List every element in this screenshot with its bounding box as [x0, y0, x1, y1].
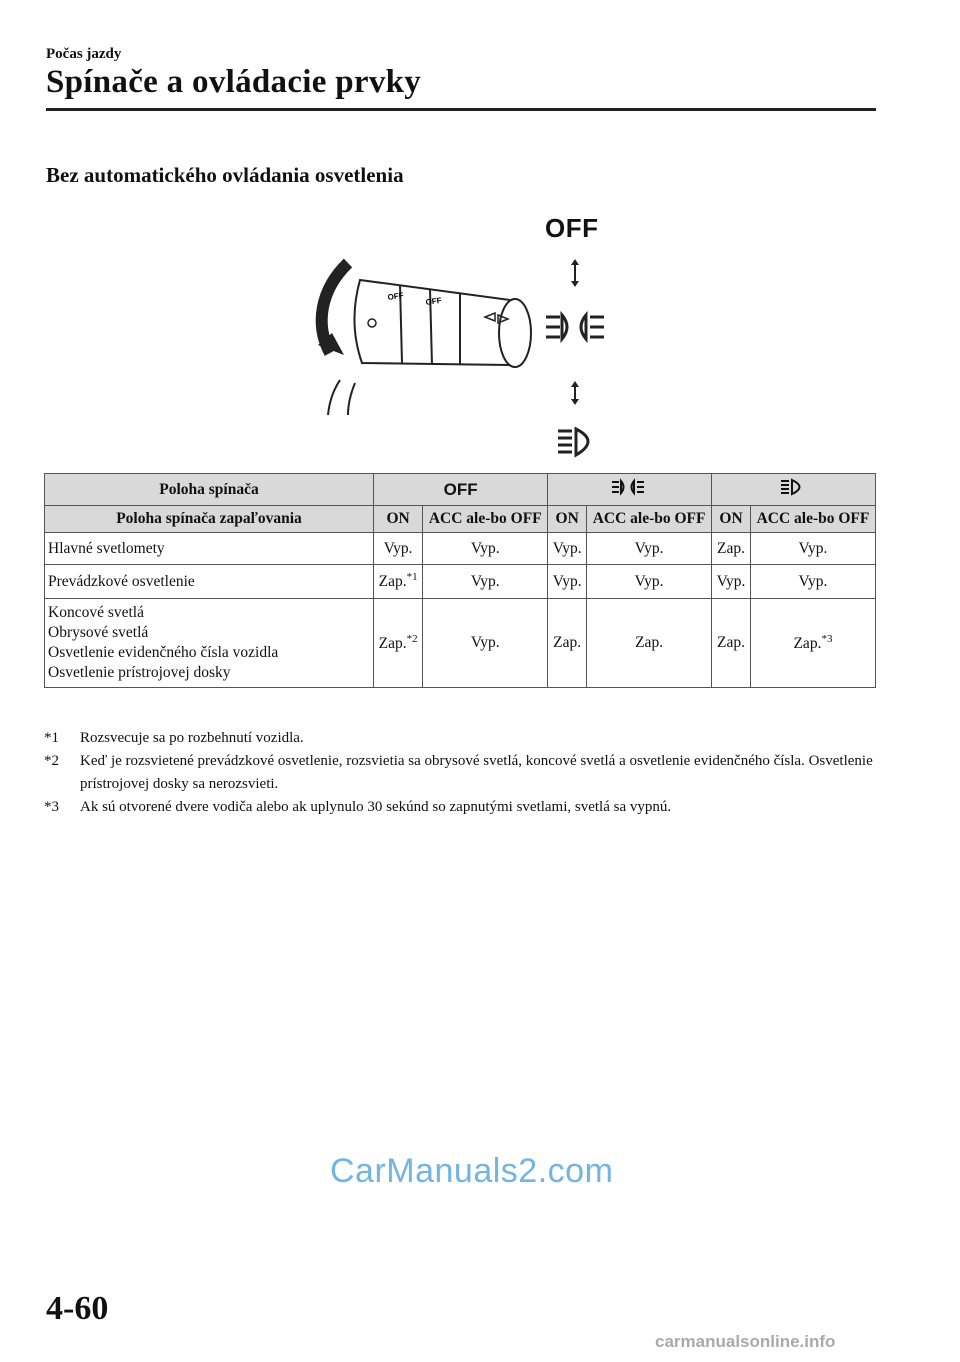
- table-row: [45, 565, 876, 599]
- parking-lights-icon: [546, 315, 604, 339]
- headlights-icon: [558, 429, 588, 455]
- table-cell: Vyp.: [423, 565, 548, 599]
- header-cell: ON: [374, 506, 423, 533]
- watermark: CarManuals2.com: [330, 1152, 614, 1190]
- header-cell: ACC ale-bo OFF: [750, 506, 875, 533]
- table-cell: Zap.$^{*2}$: [374, 599, 423, 688]
- header-cell: ON: [712, 506, 751, 533]
- header-switch-position: Poloha spínača: [45, 474, 374, 506]
- footnote: [44, 796, 874, 819]
- footnote: [44, 750, 874, 796]
- header-cell: ON: [548, 506, 587, 533]
- footnotes: [44, 727, 874, 819]
- light-switch-stalk-drawing: [300, 205, 640, 465]
- row-label: Hlavné svetlomety: [45, 533, 374, 565]
- table-cell: Vyp.: [587, 565, 712, 599]
- table-cell: Zap.$^{*3}$: [750, 599, 875, 688]
- light-switch-figure: [300, 205, 640, 465]
- table-header-row: [45, 474, 876, 506]
- table-header-row: [45, 506, 876, 533]
- footer-site: carmanualsonline.info: [655, 1332, 836, 1351]
- note-ref: *3: [821, 632, 833, 645]
- footnote-text: Keď je rozsvietené prevádzkové osvetlenie, rozsvietia sa obrysové svetlá, koncové svetlá a osvetlenie evidenčného čísla. Osvetlenie prístrojovej dosky sa nerozsvieti.: [80, 753, 873, 792]
- table-cell: Zap.: [712, 533, 751, 565]
- table-cell: Vyp.: [423, 533, 548, 565]
- table-cell: Vyp.: [587, 533, 712, 565]
- table-cell: Vyp.: [548, 533, 587, 565]
- table-cell: Vyp.: [374, 533, 423, 565]
- table-cell: Vyp.: [750, 565, 875, 599]
- footnote-text: Rozsvecuje sa po rozbehnutí vozidla.: [80, 730, 304, 746]
- parking-lights-icon: [610, 478, 650, 496]
- footnote-mark: *1: [44, 730, 59, 746]
- footnote-text: Ak sú otvorené dvere vodiča alebo ak uplynulo 30 sekúnd so zapnutými svetlami, svetlá sa vypnú.: [80, 799, 672, 815]
- section-label: Počas jazdy: [46, 46, 122, 62]
- footnote: [44, 727, 874, 750]
- page-number: 4-60: [46, 1290, 109, 1327]
- table-cell: Vyp.: [750, 533, 875, 565]
- header-off: [374, 474, 548, 506]
- footnote-mark: *2: [44, 753, 59, 769]
- note-ref: *2: [406, 632, 418, 645]
- light-switch-table: [44, 473, 876, 688]
- svg-text:OFF: OFF: [425, 295, 443, 307]
- table-cell: Vyp.: [548, 565, 587, 599]
- title-rule: [46, 108, 876, 111]
- svg-text:OFF: OFF: [387, 290, 405, 302]
- chapter-title: Spínače a ovládacie prvky: [46, 64, 422, 100]
- note-ref: *1: [406, 571, 418, 584]
- header-headlights: [712, 474, 876, 506]
- figure-off-label: OFF: [545, 213, 599, 243]
- stalk-body: [354, 280, 519, 365]
- header-ignition-position: Poloha spínača zapaľovania: [45, 506, 374, 533]
- header-cell: ACC ale-bo OFF: [587, 506, 712, 533]
- row-label: Prevádzkové osvetlenie: [45, 565, 374, 599]
- row-label: Koncové svetlá Obrysové svetlá Osvetlenie evidenčného čísla vozidla Osvetlenie prístrojovej dosky: [45, 599, 374, 688]
- table-cell: Zap.: [548, 599, 587, 688]
- table-cell: Zap.: [587, 599, 712, 688]
- footnote-mark: *3: [44, 799, 59, 815]
- stalk-end: [499, 299, 531, 367]
- subsection-title: Bez automatického ovládania osvetlenia: [46, 163, 404, 187]
- table-row: [45, 599, 876, 688]
- header-off-label: OFF: [443, 479, 478, 499]
- table-cell: Zap.$^{*1}$: [374, 565, 423, 599]
- header-parking-lights: [548, 474, 712, 506]
- header-cell: ACC ale-bo OFF: [423, 506, 548, 533]
- table-row: [45, 533, 876, 565]
- table-cell: Zap.: [712, 599, 751, 688]
- table-cell: Vyp.: [423, 599, 548, 688]
- headlights-icon: [779, 478, 809, 496]
- table-cell: Vyp.: [712, 565, 751, 599]
